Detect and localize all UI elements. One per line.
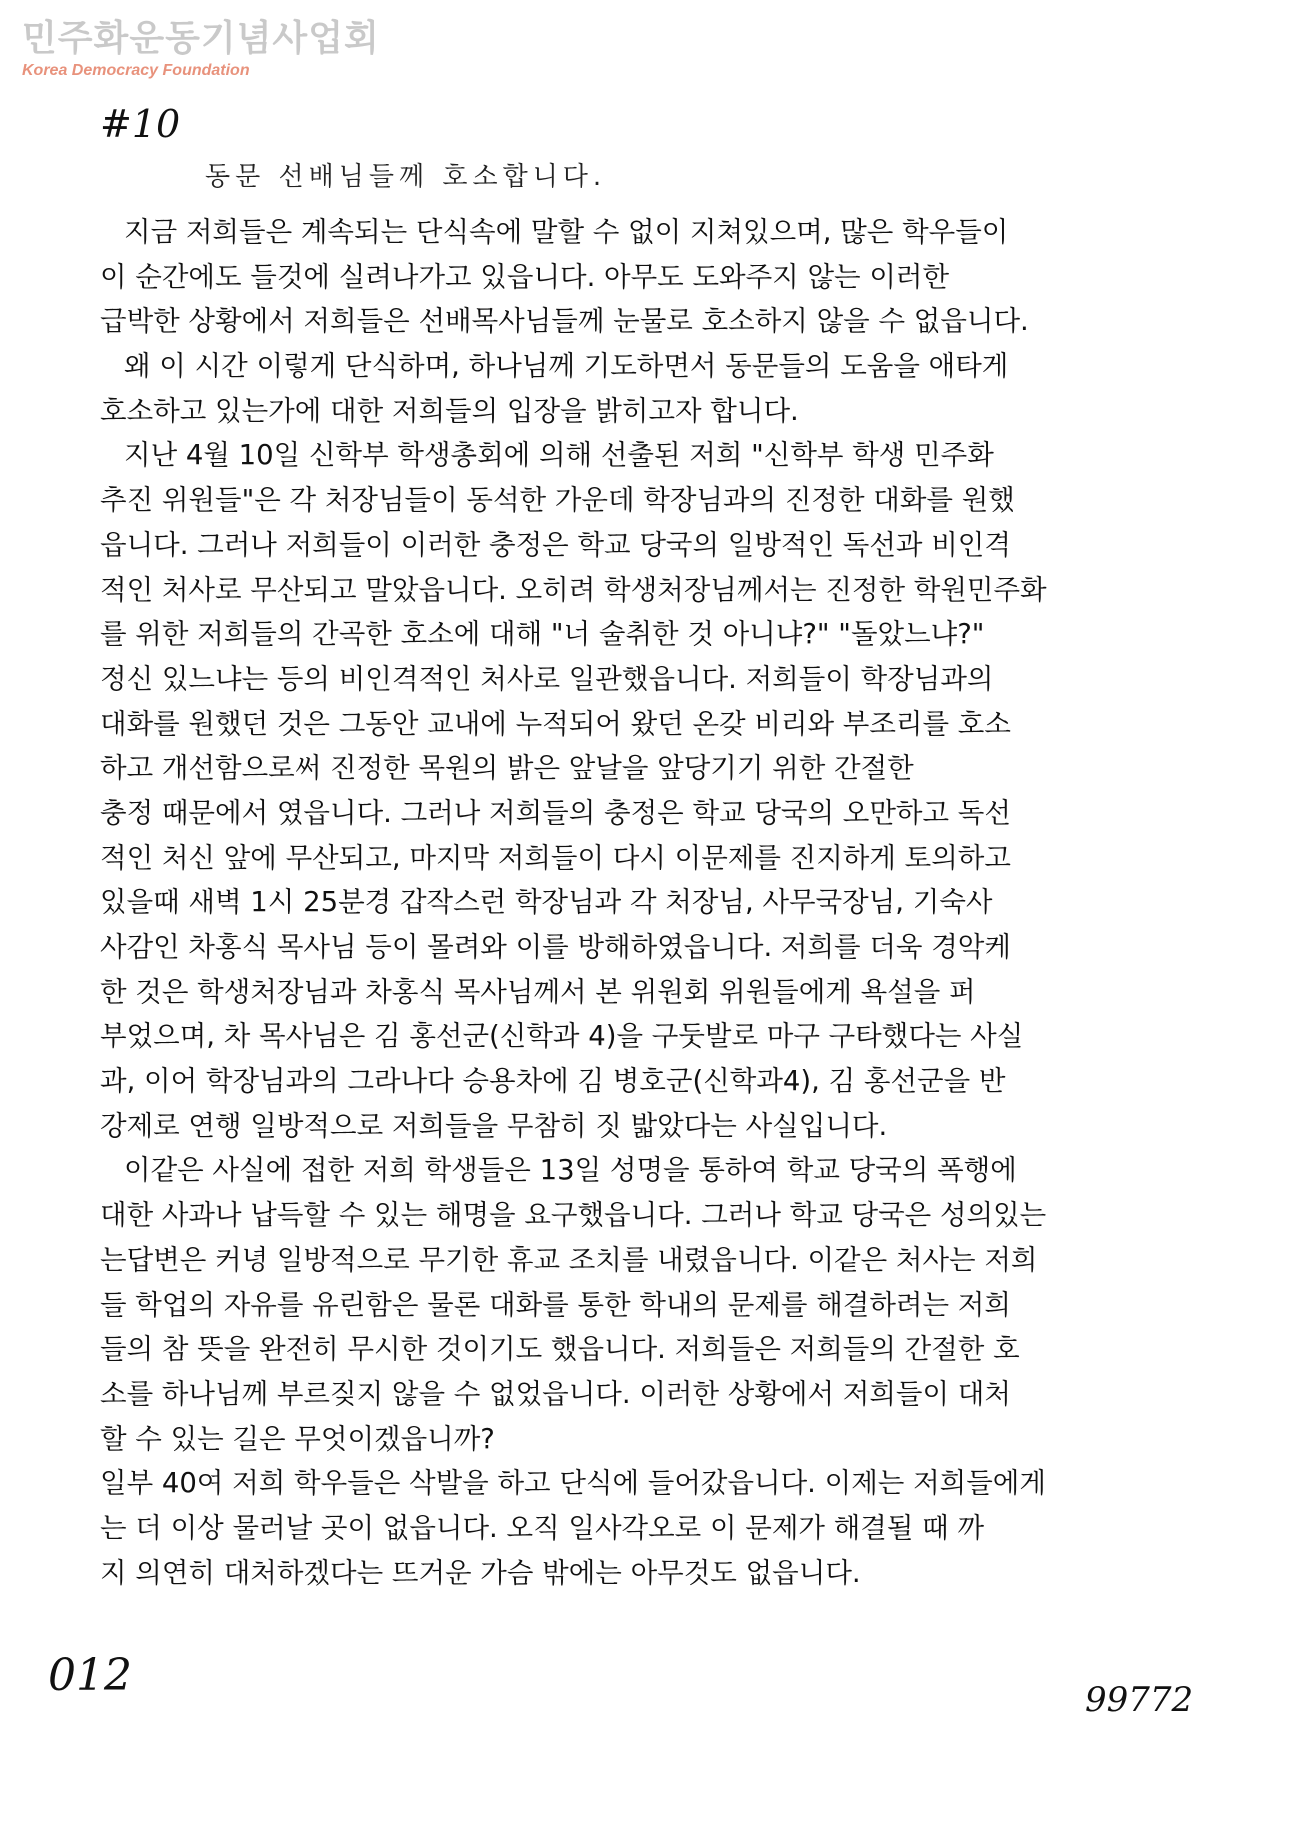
text-line: 정신 있느냐는 등의 비인격적인 처사로 일관했읍니다. 저희들이 학장님과의 (100, 662, 994, 695)
text-line: 를 위한 저희들의 간곡한 호소에 대해 "너 술취한 것 아니냐?" "돌았느냐?" (100, 618, 985, 651)
text-line: 대화를 원했던 것은 그동안 교내에 누적되어 왔던 온갖 비리와 부조리를 호소 (100, 707, 1011, 740)
text-line: 있을때 새벽 1시 25분경 갑작스런 학장님과 각 처장님, 사무국장님, 기숙사 (100, 886, 993, 919)
text-line: 왜 이 시간 이렇게 단식하며, 하나님께 기도하면서 동문들의 도움을 애타게 (124, 350, 1009, 383)
text-line: 들의 참 뜻을 완전히 무시한 것이기도 했읍니다. 저희들은 저희들의 간절한 호 (100, 1333, 1020, 1366)
text-line: 사감인 차홍식 목사님 등이 몰려와 이를 방해하였읍니다. 저희를 더욱 경악케 (100, 931, 1011, 963)
text-line: 소를 하나님께 부르짖지 않을 수 없었읍니다. 이러한 상황에서 저희들이 대처 (100, 1377, 1011, 1410)
text-line: 지난 4월 10일 신학부 학생총회에 의해 선출된 저희 "신학부 학생 민주화 (124, 439, 994, 472)
text-line: 지 의연히 대처하겠다는 뜨거운 가슴 밖에는 아무것도 없읍니다. (100, 1556, 861, 1589)
text-line: 이 순간에도 들것에 실려나가고 있읍니다. 아무도 도와주지 않는 이러한 (100, 260, 950, 293)
text-line: 부었으며, 차 목사님은 김 홍선군(신학과 4)을 구둣발로 마구 구타했다는 사실 (100, 1020, 1024, 1053)
handwritten-mark: 012 (48, 1650, 132, 1701)
text-line: 일부 40여 저희 학우들은 삭발을 하고 단식에 들어갔읍니다. 이제는 저희들에게 (100, 1467, 1046, 1500)
text-line: 는 더 이상 물러날 곳이 없읍니다. 오직 일사각오로 이 문제가 해결될 때 까 (100, 1511, 985, 1544)
text-line: 적인 처신 앞에 무산되고, 마지막 저희들이 다시 이문제를 진지하게 토의하고 (100, 841, 1011, 874)
text-line: 대한 사과나 납득할 수 있는 해명을 요구했읍니다. 그러나 학교 당국은 성의있는 (100, 1199, 1047, 1232)
text-line: 이같은 사실에 접한 저희 학생들은 13일 성명을 통하여 학교 당국의 폭행에 (124, 1154, 1017, 1187)
watermark-english: Korea Democracy Foundation (22, 62, 250, 79)
text-line: 호소하고 있는가에 대한 저희들의 입장을 밝히고자 합니다. (100, 394, 799, 427)
text-line: 적인 처사로 무산되고 말았읍니다. 오히려 학생처장님께서는 진정한 학원민주화 (100, 573, 1047, 606)
text-line: 할 수 있는 길은 무엇이겠읍니까? (100, 1422, 495, 1455)
text-line: 지금 저희들은 계속되는 단식속에 말할 수 없이 지쳐있으며, 많은 학우들이 (124, 216, 1009, 248)
document-number: #10 (100, 102, 181, 146)
text-line: 추진 위원들"은 각 처장님들이 동석한 가운데 학장님과의 진정한 대화를 원했 (100, 484, 1015, 517)
text-line: 한 것은 학생처장님과 차홍식 목사님께서 본 위원회 위원들에게 욕설을 퍼 (100, 975, 976, 1008)
text-line: 는답변은 커녕 일방적으로 무기한 휴교 조치를 내렸읍니다. 이같은 처사는 저희 (100, 1243, 1038, 1276)
text-line: 급박한 상황에서 저희들은 선배목사님들께 눈물로 호소하지 않을 수 없읍니다. (100, 305, 1029, 338)
document-title: 동문 선배님들께 호소합니다. (205, 162, 607, 192)
document-body (100, 210, 1210, 1595)
text-line: 과, 이어 학장님과의 그라나다 승용차에 김 병호군(신학과4), 김 홍선군을 반 (100, 1065, 1006, 1098)
text-line: 충정 때문에서 였읍니다. 그러나 저희들의 충정은 학교 당국의 오만하고 독선 (100, 796, 1011, 829)
text-line: 읍니다. 그러나 저희들이 이러한 충정은 학교 당국의 일방적인 독선과 비인격 (100, 528, 1011, 561)
watermark-korean: 민주화운동기념사업회 (22, 18, 380, 59)
page-number: 99772 (1085, 1680, 1194, 1720)
text-line: 들 학업의 자유를 유린함은 물론 대화를 통한 학내의 문제를 해결하려는 저희 (100, 1288, 1011, 1321)
foundation-watermark (22, 18, 380, 80)
text-line: 하고 개선함으로써 진정한 목원의 밝은 앞날을 앞당기기 위한 간절한 (100, 752, 914, 785)
text-line: 강제로 연행 일방적으로 저희들을 무참히 짓 밟았다는 사실입니다. (100, 1109, 888, 1142)
